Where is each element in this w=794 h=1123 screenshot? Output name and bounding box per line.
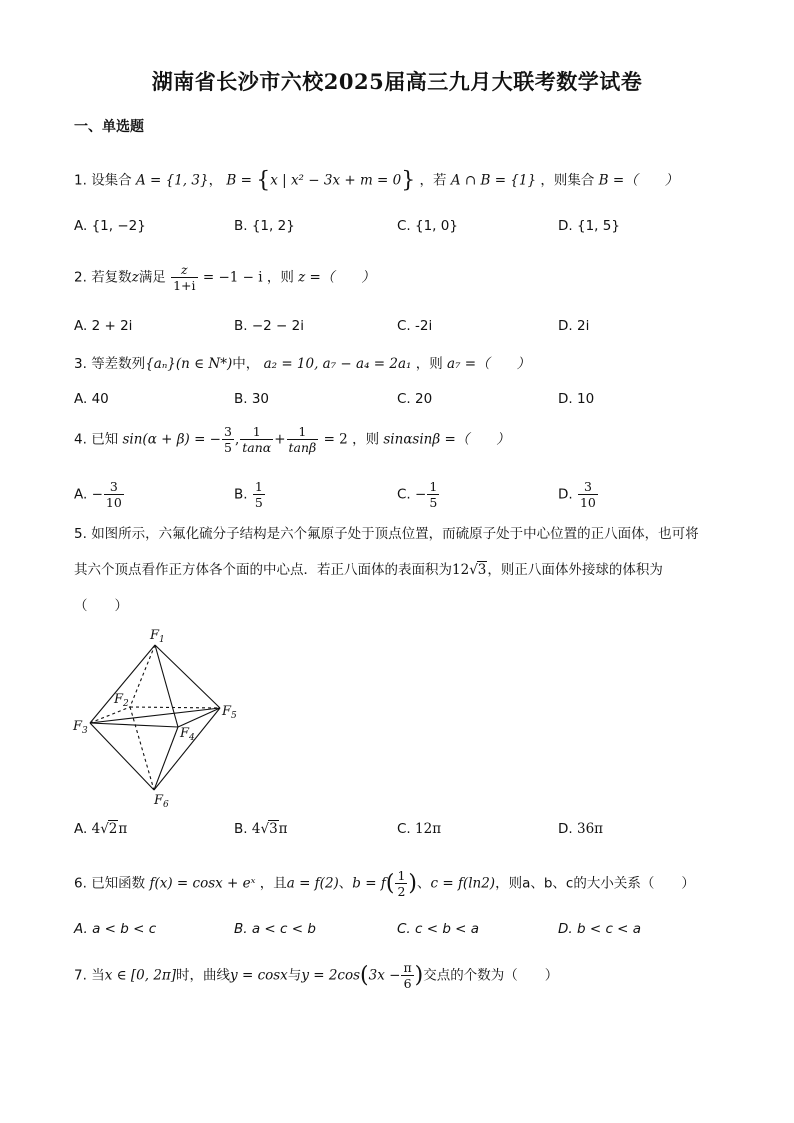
q3-condition: a₂ = 10, a₇ − a₄ = 2a₁ xyxy=(263,356,412,372)
q2-lead: 若复数 xyxy=(91,269,132,286)
q4-option-a[interactable]: A. − $\frac{3}{10}$ xyxy=(74,479,122,510)
q2-option-a[interactable]: A. 2 + 2i xyxy=(74,318,133,334)
q3-sequence: {aₙ}(n ∈ N*) xyxy=(145,356,233,372)
q3-number: 3. xyxy=(74,356,87,372)
q4-sin-expr: sin(α + β) = − xyxy=(122,431,221,448)
q5-number: 5. xyxy=(74,526,87,542)
q1-condition: A ∩ B = {1} xyxy=(450,172,537,189)
q5-text-2a: 其六个顶点看作正方体各个面的中心点．若正八面体的表面积为 xyxy=(74,562,452,578)
q3-mid: 中， xyxy=(232,356,260,372)
q4-lead: 已知 xyxy=(91,431,119,448)
question-4: 4. 已知 sin(α + β) = − $\frac{3}{5}$ , $\frac{1}{\tan\alpha}$ + $\frac{1}{\tan\beta}$ = 2 ，则 sinαsinβ =（ ） xyxy=(74,424,510,455)
octahedron-figure xyxy=(70,625,270,815)
q1-option-d[interactable]: D. {1, 5} xyxy=(558,218,620,234)
q4-option-b[interactable]: B. $\frac{1}{5}$ xyxy=(234,479,263,510)
q7-number: 7. xyxy=(74,967,87,984)
q4-frac-1: $\frac{3}{5}$ xyxy=(223,424,232,455)
q6-function: f(x) = cosx + eˣ xyxy=(149,875,256,892)
q4-eq: = 2 xyxy=(323,431,348,448)
label-f5: $F_5$ xyxy=(222,704,237,721)
q2-option-d[interactable]: D. 2i xyxy=(558,318,590,334)
q2-fraction xyxy=(171,262,197,293)
q2-option-b[interactable]: B. −2 − 2i xyxy=(234,318,304,334)
question-1: 1. 设集合 A = {1, 3}， B = {x | x² − 3x + m = 0} ，若 A ∩ B = {1} ，则集合 B =（ ） xyxy=(74,168,679,193)
q7-tail: 交点的个数为（ ） xyxy=(423,967,559,984)
q2-mid: 满足 xyxy=(138,269,166,286)
q5-option-d[interactable]: D. 36π xyxy=(558,821,604,837)
section-heading: 一、单选题 xyxy=(74,119,144,135)
q5-text-1: 如图所示，六氟化硫分子结构是六个氟原子处于顶点位置，而硫原子处于中心位置的正八面体，也可将 xyxy=(91,526,699,542)
q1-set-b-body: x | x² − 3x + m = 0 xyxy=(270,172,402,189)
q5-option-c[interactable]: C. 12π xyxy=(397,821,442,837)
q4-option-c[interactable]: C. − $\frac{1}{5}$ xyxy=(397,479,438,510)
q6-option-a[interactable]: A. a < b < c xyxy=(74,921,157,937)
q2-rhs: = −1 − i xyxy=(202,269,263,286)
q1-cond-lead: ，若 xyxy=(419,172,447,189)
q3-option-c[interactable]: C. 20 xyxy=(397,391,433,407)
q4-ask: sinαsinβ =（ ） xyxy=(383,431,510,448)
q6-b-pre: b = f xyxy=(352,875,386,892)
label-f6: $F_6$ xyxy=(154,793,169,810)
q3-lead: 等差数列 xyxy=(91,356,146,372)
label-f1: $F_1$ xyxy=(150,628,165,645)
q6-lead: 已知函数 xyxy=(91,875,146,892)
q2-number: 2. xyxy=(74,269,87,286)
q7-frac: $\frac{\pi}{6}$ xyxy=(403,960,412,991)
q4-frac-3: $\frac{1}{\tan\beta}$ xyxy=(288,424,317,455)
q6-option-b[interactable]: B. a < c < b xyxy=(234,921,316,937)
q1-lead: 设集合 xyxy=(91,172,132,189)
q6-number: 6. xyxy=(74,875,87,892)
q4-frac-2: $\frac{1}{\tan\alpha}$ xyxy=(242,424,272,455)
q5-text-2b: ，则正八面体外接球的体积为 xyxy=(487,562,663,578)
q7-curve-2-pre: y = 2cos xyxy=(301,967,361,984)
q2-tail: ，则 xyxy=(266,269,294,286)
question-6: 6. 已知函数 f(x) = cosx + eˣ ，且a = f(2)、b = f( $\frac{1}{2}$ )、c = f(ln2)，则a、b、c的大小关系（ ） xyxy=(74,868,695,899)
q1-ask: B =（ ） xyxy=(598,172,679,189)
q6-a: a = f(2) xyxy=(286,875,339,892)
q1-set-b-pre: B = xyxy=(226,172,252,189)
q3-tail: ，则 xyxy=(415,356,443,372)
q1-option-b[interactable]: B. {1, 2} xyxy=(234,218,295,234)
q5-area-coef: 12 xyxy=(452,562,470,578)
label-f3: $F_3$ xyxy=(73,719,88,736)
question-5: 5. 如图所示，六氟化硫分子结构是六个氟原子处于顶点位置，而硫原子处于中心位置的正八面体，也可将 其六个顶点看作正方体各个面的中心点．若正八面体的表面积为12√3，则正八面体外接球的体积为 （ ） xyxy=(74,526,699,614)
q2-option-c[interactable]: C. -2i xyxy=(397,318,433,334)
q7-curve-1: y = cosx xyxy=(230,967,288,984)
label-f4: $F_4$ xyxy=(180,726,195,743)
question-7: 7. 当x ∈ [0, 2π]时，曲线y = cosx与y = 2cos(3x − $\frac{\pi}{6}$ )交点的个数为（ ） xyxy=(74,960,559,991)
q4-number: 4. xyxy=(74,431,87,448)
label-f2: $F_2$ xyxy=(114,692,129,709)
q2-ask: z =（ ） xyxy=(298,269,375,286)
q3-ask: a₇ =（ ） xyxy=(447,356,531,372)
q7-range: x ∈ [0, 2π] xyxy=(104,967,177,984)
q6-tail: ，则a、b、c的大小关系（ ） xyxy=(495,875,695,892)
q6-mid: ，且 xyxy=(259,875,287,892)
q6-b-frac: $\frac{1}{2}$ xyxy=(397,868,406,899)
q6-c: c = f(ln2) xyxy=(430,875,496,892)
q2-var: z xyxy=(131,269,139,286)
q7-mid-2: 与 xyxy=(287,967,302,984)
q5-option-a[interactable]: A. 4√2π xyxy=(74,821,128,837)
question-2 xyxy=(74,262,375,293)
q1-option-a[interactable]: A. {1, −2} xyxy=(74,218,146,234)
q5-area-radicand: 3 xyxy=(477,562,487,578)
q6-option-c[interactable]: C. c < b < a xyxy=(397,921,480,937)
q1-option-c[interactable]: C. {1, 0} xyxy=(397,218,458,234)
q1-number: 1. xyxy=(74,172,87,189)
q5-ask: （ ） xyxy=(74,598,128,614)
q7-lead: 当 xyxy=(91,967,105,984)
q5-option-b[interactable]: B. 4√3π xyxy=(234,821,288,837)
q1-set-a: A = {1, 3} xyxy=(135,172,209,189)
q3-option-a[interactable]: A. 40 xyxy=(74,391,109,407)
q3-option-b[interactable]: B. 30 xyxy=(234,391,270,407)
q2-frac-den: 1+i xyxy=(173,278,196,293)
q7-mid-1: 时，曲线 xyxy=(176,967,231,984)
q4-option-d[interactable]: D. $\frac{3}{10}$ xyxy=(558,479,596,510)
page-title: 湖南省长沙市六校2025届高三九月大联考数学试卷 xyxy=(151,69,643,94)
q6-option-d[interactable]: D. b < c < a xyxy=(558,921,642,937)
q3-option-d[interactable]: D. 10 xyxy=(558,391,595,407)
q2-frac-num: z xyxy=(171,262,197,278)
question-3 xyxy=(74,352,530,372)
q4-tail: ，则 xyxy=(352,431,380,448)
q1-tail: ，则集合 xyxy=(540,172,595,189)
